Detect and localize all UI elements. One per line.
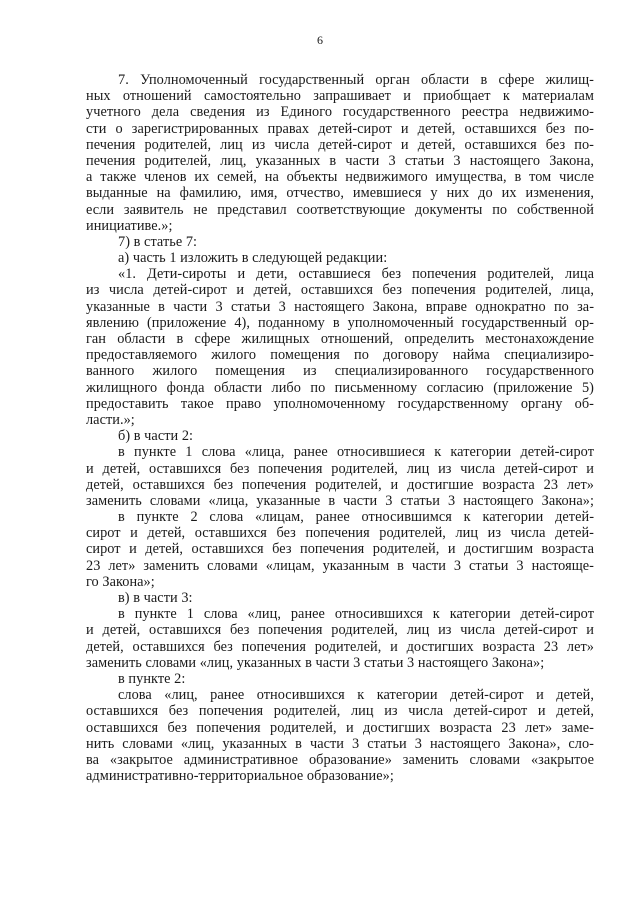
text-line: сирот и детей, оставшихся без попечения родителей, лиц из числа детей-	[86, 525, 594, 542]
text-line: ган области в сфере жилищных отношений, определить местонахождение	[86, 331, 594, 347]
text-line: детей, оставшихся без попечения родителей, и достигшие возраста 23 лет»	[86, 476, 594, 493]
text-line: печения родителей, лиц из числа детей-сирот и детей, оставшихся без по-	[86, 136, 594, 153]
text-line: ласти.»;	[86, 411, 135, 428]
text-line: «1. Дети-сироты и дети, оставшиеся без попечения родителей, лица	[118, 266, 594, 283]
text-line: и детей, оставшихся без попечения родителей, лиц из числа детей-сирот и	[86, 622, 594, 639]
text-line: из числа детей-сирот и детей, оставшихся без попечения родителей, лица,	[86, 282, 594, 299]
text-line: оставшихся без попечения родителей, и достигших возраста 23 лет» заме-	[86, 719, 594, 736]
text-line: детей, оставшихся без попечения родителей, и достигших возраста 23 лет»	[86, 638, 594, 655]
text-line: в пункте 1 слова «лица, ранее относившиеся к категории детей-сирот	[118, 444, 594, 461]
text-line: в пункте 2:	[118, 670, 186, 687]
text-line: административно-территориальное образование»;	[86, 768, 394, 785]
text-line: оставшихся без попечения родителей, лиц из числа детей-сирот и детей,	[86, 703, 594, 720]
text-line: ванного жилого помещения из специализированного государственного	[86, 363, 594, 380]
text-line: б) в части 2:	[118, 428, 194, 445]
text-line: слова «лиц, ранее относившихся к категории детей-сирот и детей,	[118, 687, 594, 704]
text-line: заменить словами «лиц, указанных в части 3 статьи 3 настоящего Закона»;	[86, 654, 545, 671]
text-line: инициативе.»;	[86, 217, 173, 234]
text-line: а) часть 1 изложить в следующей редакции:	[118, 250, 388, 267]
text-line: и детей, оставшихся без попечения родителей, лиц из числа детей-сирот и	[86, 460, 594, 477]
text-line: 23 лет» заменить словами «лицам, указанным в части 3 статьи 3 настояще-	[86, 557, 594, 574]
text-line: если заявитель не представил соответствующие документы по собственной	[86, 201, 594, 218]
text-line: ных отношений самостоятельно запрашивает и приобщает к материалам	[86, 88, 594, 105]
text-line: жилищного фонда области либо по письменному согласию (приложение 5)	[86, 379, 594, 396]
text-line: печения родителей, лиц, указанных в части 3 статьи 3 настоящего Закона,	[86, 152, 594, 169]
text-line: 7) в статье 7:	[118, 233, 198, 250]
text-line: заменить словами «лица, указанные в части 3 статьи 3 настоящего Закона»;	[86, 492, 594, 509]
text-line: а также членов их семей, на объекты недвижимого имущества, в том числе	[86, 169, 594, 186]
text-line: сирот и детей, оставшихся без попечения родителей, и достигшим возраста	[86, 541, 594, 558]
text-line: 7. Уполномоченный государственный орган области в сфере жилищ-	[118, 72, 594, 88]
text-line: нить словами «лиц, указанных в части 3 статьи 3 настоящего Закона», сло-	[86, 735, 594, 752]
text-line: предоставить такое право уполномоченному государственному органу об-	[86, 395, 594, 412]
page-number: 6	[317, 33, 323, 47]
text-line: выданные на фамилию, имя, отчество, имевшиеся у них до их изменения,	[86, 185, 594, 202]
text-line: сти о зарегистрированных правах детей-сирот и детей, оставшихся без по-	[86, 120, 594, 137]
text-line: в пункте 2 слова «лицам, ранее относившимся к категории детей-	[118, 509, 594, 526]
text-line: явлению (приложение 4), поданному в уполномоченный государственный ор-	[86, 314, 594, 331]
text-line: го Закона»;	[86, 573, 155, 590]
text-line: в пункте 1 слова «лиц, ранее относившихся к категории детей-сирот	[118, 606, 594, 623]
text-line: указанные в части 3 статьи 3 настоящего Закона, вправе однократно по за-	[86, 298, 594, 315]
text-line: учетного дела сведения из Единого государственного реестра недвижимо-	[86, 104, 594, 121]
document-body	[86, 72, 594, 784]
text-line: в) в части 3:	[118, 590, 193, 606]
text-line: ва «закрытое административное образование» заменить словами «закрытое	[86, 751, 594, 768]
text-line: предоставляемого жилого помещения по договору найма специализиро-	[86, 347, 594, 364]
